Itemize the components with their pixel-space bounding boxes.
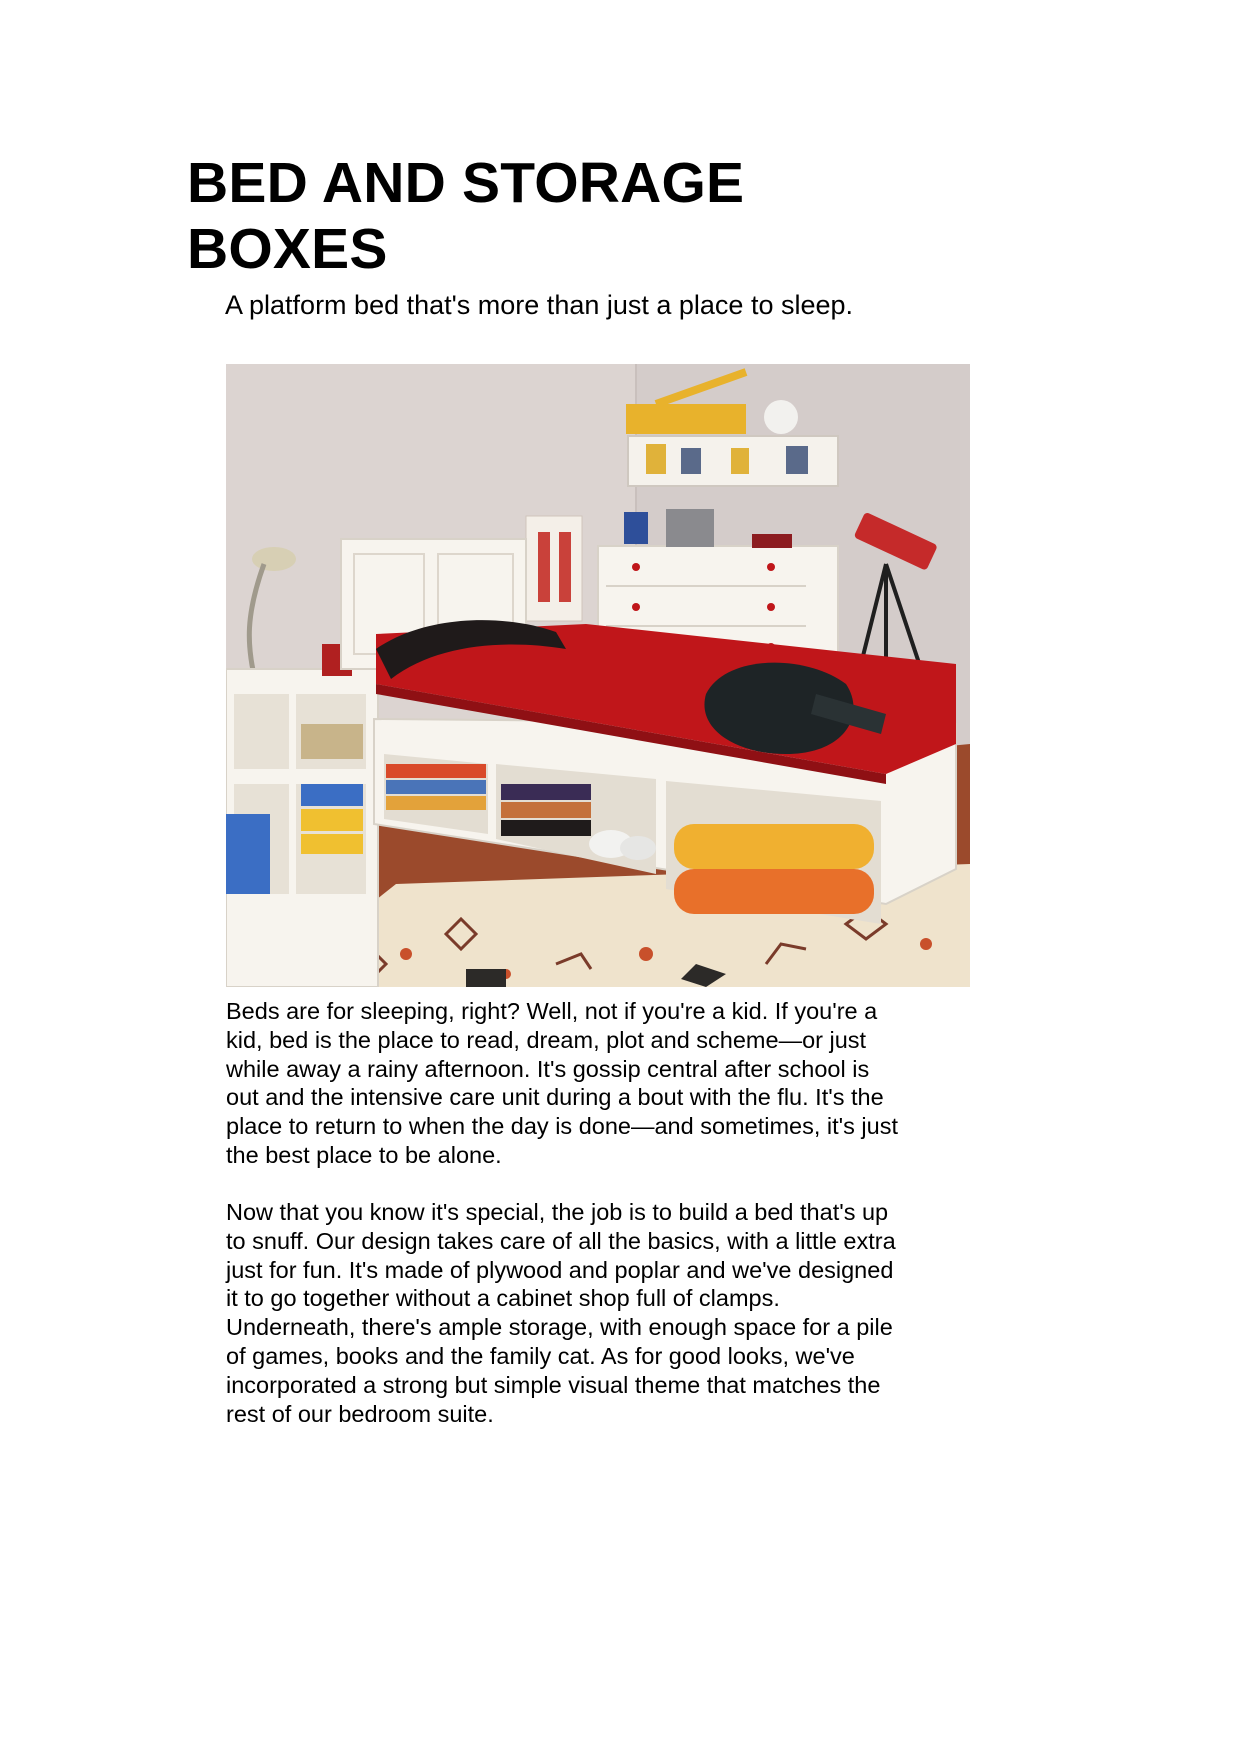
paragraph-1: Beds are for sleeping, right? Well, not if you're a kid. If you're a kid, bed is the place to read, dream, plot and scheme—or just while away a rainy afternoon. It's gossip central after school is out and the intensive care unit during a bout with the flu. It's the place to return to when the day is done—and sometimes, it's just the best place to be alone. bbox=[226, 998, 898, 1168]
page-subtitle: A platform bed that's more than just a place to sleep. bbox=[225, 290, 854, 320]
paragraph-2: Now that you know it's special, the job is to build a bed that's up to snuff. Our design takes care of all the basics, with a little extra just for fun. It's made of plywood and poplar and we've designed it to go together without a cabinet shop full of clamps. Underneath, there's ample storage, with enough space for a pile of games, books and the family cat. As for good looks, we've incorporated a strong but simple visual theme that matches the rest of our bedroom suite. bbox=[226, 1199, 896, 1427]
bed-photo bbox=[226, 364, 970, 987]
page-title: BED AND STORAGE BOXES bbox=[187, 151, 745, 281]
